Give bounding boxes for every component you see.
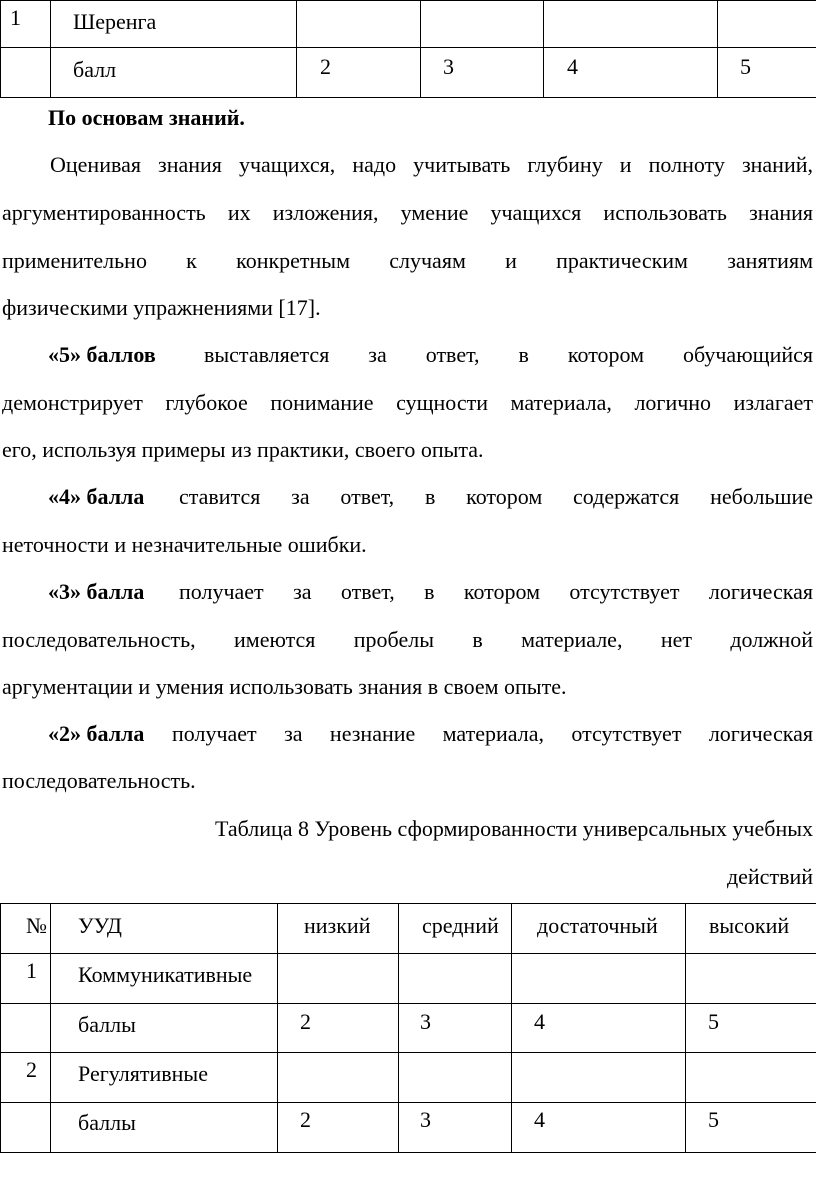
table-border xyxy=(0,0,816,1)
text-line: его, используя примеры из практики, своего опыта. xyxy=(2,437,484,462)
row-label: баллы xyxy=(78,1012,136,1037)
text-line: получает за ответ, в котором отсутствует логическая xyxy=(179,579,813,604)
table-caption: Таблица 8 Уровень сформированности универсальных учебных xyxy=(214,816,813,841)
score-cell: 4 xyxy=(534,1107,545,1132)
grade-label: «2» балла xyxy=(48,721,145,746)
table-border xyxy=(0,47,816,48)
text-line: физическими упражнениями [17]. xyxy=(2,295,321,320)
row-label: Регулятивные xyxy=(78,1061,208,1086)
table-border xyxy=(511,903,512,1153)
row-label: баллы xyxy=(78,1110,136,1135)
table-border xyxy=(420,0,421,98)
table-border xyxy=(0,903,816,904)
table-border xyxy=(0,1052,816,1053)
score-cell: 5 xyxy=(740,54,751,79)
row-number: 1 xyxy=(26,958,37,983)
score-cell: 3 xyxy=(420,1009,431,1034)
row-number: 1 xyxy=(10,5,21,30)
text-line: неточности и незначительные ошибки. xyxy=(2,532,367,557)
table-border xyxy=(685,903,686,1153)
table-border xyxy=(0,903,1,1153)
table-border xyxy=(0,97,816,98)
score-cell: 4 xyxy=(534,1009,545,1034)
table-border xyxy=(543,0,544,98)
score-cell: 3 xyxy=(420,1107,431,1132)
text-line: последовательность, имеются пробелы в материале, нет должной xyxy=(2,627,813,652)
table-border xyxy=(0,0,1,98)
table-border xyxy=(50,0,51,98)
row-label: Коммуникативные xyxy=(78,962,253,987)
text-line: ставится за ответ, в котором содержатся небольшие xyxy=(179,484,813,509)
score-cell: 3 xyxy=(443,54,454,79)
table-caption: действий xyxy=(726,864,813,889)
text-line: применительно к конкретным случаям и практическим занятиям xyxy=(2,248,813,273)
table-border xyxy=(398,903,399,1153)
table-border xyxy=(296,0,297,98)
score-cell: 5 xyxy=(708,1107,719,1132)
row-label: Шеренга xyxy=(73,9,157,34)
column-header: достаточный xyxy=(537,913,658,938)
text-line: аргументированность их изложения, умение учащихся использовать знания xyxy=(2,200,813,225)
score-cell: 2 xyxy=(320,54,331,79)
table-border xyxy=(0,1003,816,1004)
table-border xyxy=(717,0,718,98)
text-line: демонстрирует глубокое понимание сущности материала, логично излагает xyxy=(2,390,813,415)
text-line: Оценивая знания учащихся, надо учитывать глубину и полноту знаний, xyxy=(50,152,813,177)
score-cell: 2 xyxy=(300,1009,311,1034)
column-header: высокий xyxy=(709,913,790,938)
column-header: средний xyxy=(422,913,499,938)
grade-label: «3» балла xyxy=(48,579,145,604)
text-line: последовательность. xyxy=(2,768,196,793)
table-border xyxy=(0,953,816,954)
table-border xyxy=(0,1102,816,1103)
score-cell: 5 xyxy=(708,1009,719,1034)
score-cell: 2 xyxy=(300,1107,311,1132)
column-header: № xyxy=(26,913,47,938)
table-border xyxy=(50,903,51,1153)
table-border xyxy=(277,903,278,1153)
grade-label: «4» балла xyxy=(48,484,145,509)
row-label: балл xyxy=(73,57,117,82)
text-line: выставляется за ответ, в котором обучающийся xyxy=(204,342,813,367)
table-border xyxy=(0,1152,816,1153)
column-header: УУД xyxy=(78,913,122,938)
text-line: аргументации и умения использовать знания в своем опыте. xyxy=(2,674,567,699)
grade-label: «5» баллов xyxy=(48,342,156,367)
text-line: получает за незнание материала, отсутствует логическая xyxy=(172,721,813,746)
row-number: 2 xyxy=(26,1057,37,1082)
score-cell: 4 xyxy=(567,54,578,79)
column-header: низкий xyxy=(304,913,371,938)
section-heading: По основам знаний. xyxy=(48,105,245,130)
